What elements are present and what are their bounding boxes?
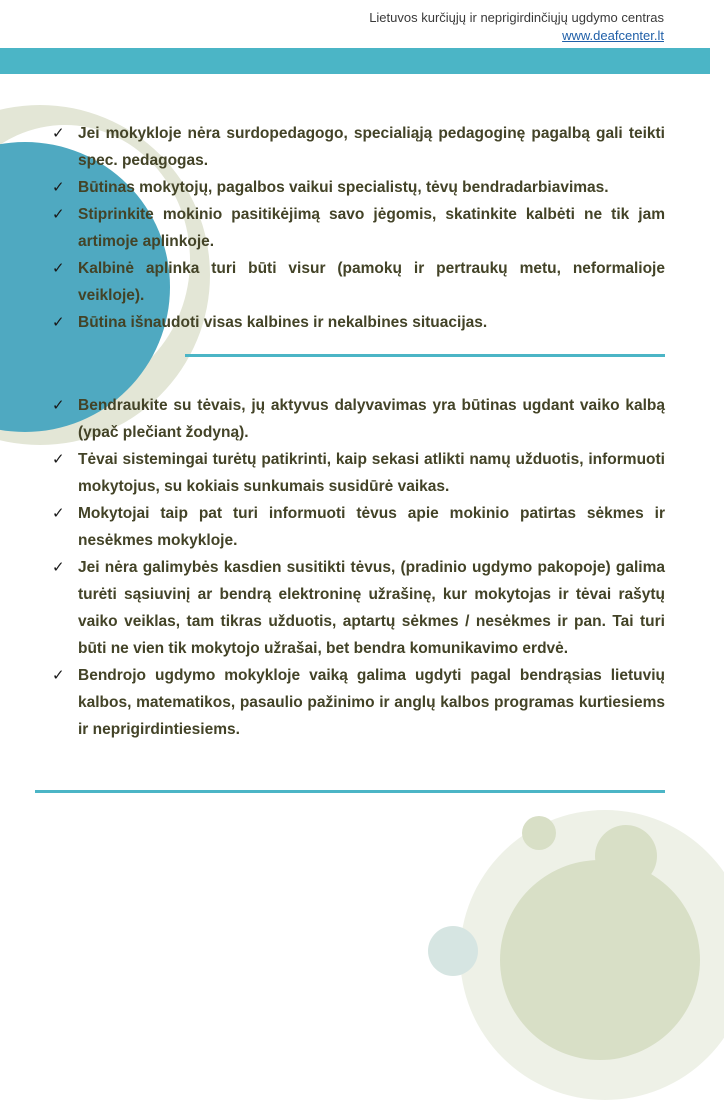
checkmark-icon: ✓ <box>52 504 65 522</box>
list-item-text: Tėvai sistemingai turėtų patikrinti, kaip sekasi atlikti namų užduotis, informuoti mokytojus, su kokiais sunkumais susidūrė vaikas. <box>78 451 665 495</box>
checklist-section-1 <box>52 120 665 336</box>
decorative-circle-bottom-medium <box>500 860 700 1060</box>
list-item-text: Kalbinė aplinka turi būti visur (pamokų ir pertraukų metu, neformalioje veikloje). <box>78 260 665 304</box>
list-item-text: Būtinas mokytojų, pagalbos vaikui specialistų, tėvų bendradarbiavimas. <box>78 179 609 196</box>
list-item <box>52 446 665 500</box>
list-item-text: Bendraukite su tėvais, jų aktyvus dalyvavimas yra būtinas ugdant vaiko kalbą (ypač plečiant žodyną). <box>78 397 665 441</box>
list-item <box>52 500 665 554</box>
list-item <box>52 554 665 662</box>
list-item <box>52 174 665 201</box>
section-divider <box>185 354 665 357</box>
checkmark-icon: ✓ <box>52 558 65 576</box>
list-item <box>52 392 665 446</box>
list-item-text: Mokytojai taip pat turi informuoti tėvus apie mokinio patirtas sėkmes ir nesėkmes mokykloje. <box>78 505 665 549</box>
top-accent-band <box>0 48 710 74</box>
checkmark-icon: ✓ <box>52 313 65 331</box>
header-organization: Lietuvos kurčiųjų ir neprigirdinčiųjų ugdymo centras <box>369 10 664 25</box>
list-item-text: Būtina išnaudoti visas kalbines ir nekalbines situacijas. <box>78 314 488 331</box>
checkmark-icon: ✓ <box>52 259 65 277</box>
list-item-text: Jei mokykloje nėra surdopedagogo, specialiąją pedagoginę pagalbą gali teikti spec. pedagogas. <box>78 125 665 169</box>
decorative-circle-bottom-small <box>595 825 657 887</box>
checkmark-icon: ✓ <box>52 178 65 196</box>
list-item <box>52 120 665 174</box>
list-item <box>52 201 665 255</box>
list-item <box>52 309 665 336</box>
checkmark-icon: ✓ <box>52 450 65 468</box>
list-item-text: Stiprinkite mokinio pasitikėjimą savo jėgomis, skatinkite kalbėti ne tik jam artimoje aplinkoje. <box>78 206 665 250</box>
checkmark-icon: ✓ <box>52 666 65 684</box>
list-item-text: Jei nėra galimybės kasdien susitikti tėvus, (pradinio ugdymo pakopoje) galima turėti sąsiuvinį ar bendrą elektroninę užrašinę, kur mokytojas ir tėvai rašytų vaiko veiklas, tam tikras užduotis, aptartų sėkmes / nesėkmes ir pan. Tai turi būti ne vien tik mokytojo užrašai, bet bendra komunikavimo erdvė. <box>78 559 665 657</box>
checklist-section-2 <box>52 392 665 743</box>
list-item-text: Bendrojo ugdymo mokykloje vaiką galima ugdyti pagal bendrąsias lietuvių kalbos, matematikos, pasaulio pažinimo ir anglų kalbos programas kurtiesiems ir neprigirdintiesiems. <box>78 667 665 738</box>
footer-divider <box>35 790 665 793</box>
decorative-circle-bottom-left <box>428 926 478 976</box>
list-item <box>52 662 665 743</box>
header-website-link[interactable]: www.deafcenter.lt <box>562 28 664 43</box>
checkmark-icon: ✓ <box>52 124 65 142</box>
checkmark-icon: ✓ <box>52 205 65 223</box>
checkmark-icon: ✓ <box>52 396 65 414</box>
list-item <box>52 255 665 309</box>
decorative-circle-bottom-tiny <box>522 816 556 850</box>
